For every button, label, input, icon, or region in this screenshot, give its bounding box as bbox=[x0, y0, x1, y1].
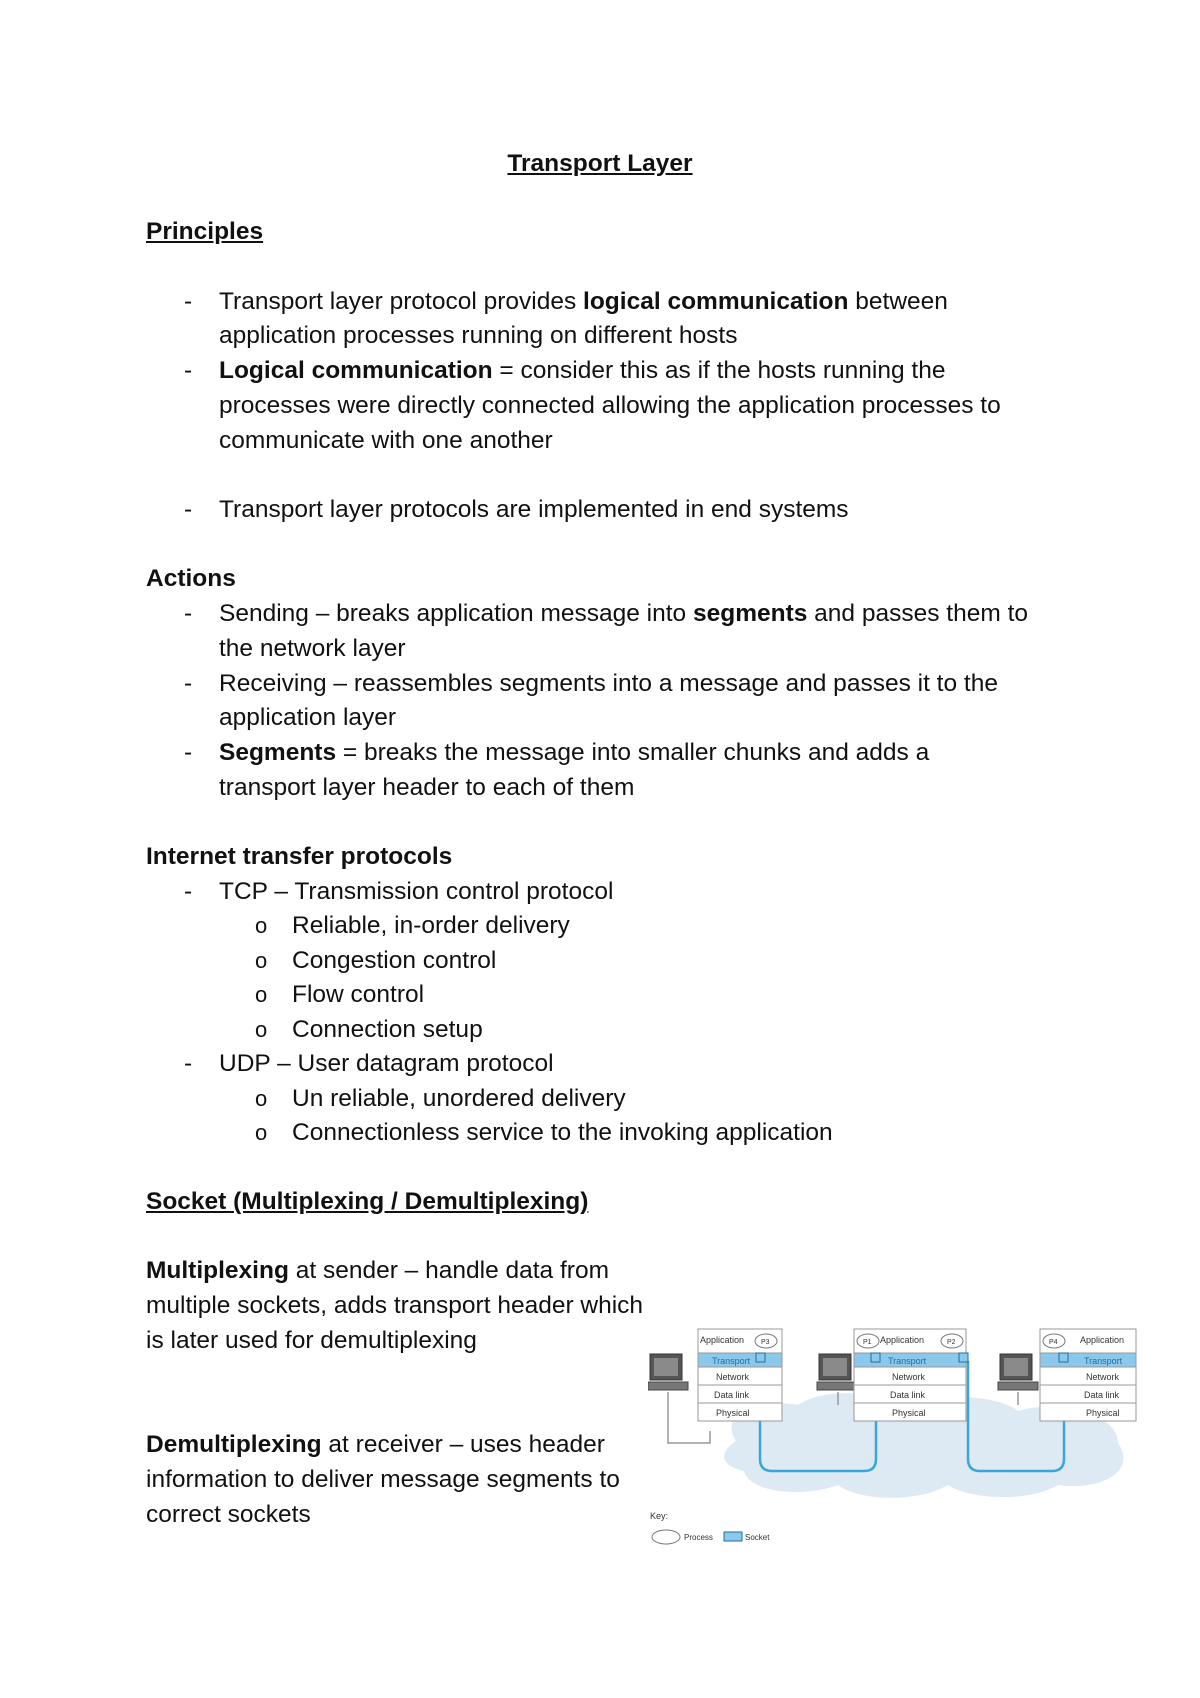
layer-label: Application bbox=[880, 1335, 925, 1345]
actions-b3-line2: transport layer header to each of them bbox=[219, 774, 635, 801]
key-label: Key: bbox=[650, 1511, 669, 1521]
actions-b2-line1: Receiving – reassembles segments into a message and passes it to the bbox=[219, 670, 998, 697]
tcp-label: TCP – Transmission control protocol bbox=[219, 878, 614, 905]
bullet-dash: - bbox=[184, 739, 193, 766]
circle-bullet-icon: o bbox=[255, 913, 268, 938]
layer-label: Application bbox=[700, 1335, 745, 1345]
bullet-dash: - bbox=[184, 600, 193, 627]
multiplexing-paragraph: Multiplexing at sender – handle data from multiple sockets, adds transport header which is later used for demultiplexing bbox=[146, 1257, 644, 1354]
principles-b2-line1: Logical communication = consider this as if the hosts running the bbox=[219, 357, 946, 384]
actions-b1-line2: the network layer bbox=[219, 635, 406, 662]
bullet-dash: - bbox=[184, 670, 193, 697]
bullet-dash: - bbox=[184, 878, 193, 905]
key-socket-label: Socket bbox=[745, 1533, 770, 1542]
circle-bullet-icon: o bbox=[255, 1120, 268, 1145]
layer-label: Network bbox=[892, 1372, 926, 1382]
layer-label: Data link bbox=[1084, 1390, 1120, 1400]
socket-icon bbox=[959, 1353, 968, 1362]
socket-icon bbox=[1059, 1353, 1068, 1362]
process-key-icon bbox=[652, 1530, 680, 1544]
diagram-key bbox=[650, 1511, 770, 1544]
protocol-stack-1 bbox=[698, 1329, 782, 1421]
actions-b2-line2: application layer bbox=[219, 704, 397, 731]
bullet-dash: - bbox=[184, 1050, 193, 1077]
principles-b2-line3: communicate with one another bbox=[219, 427, 553, 454]
bullet-dash: - bbox=[184, 357, 193, 384]
principles-b1-line2: application processes running on different hosts bbox=[219, 322, 738, 349]
layer-label: Transport bbox=[712, 1356, 751, 1366]
layer-label: Transport bbox=[1084, 1356, 1123, 1366]
protocols-heading: Internet transfer protocols bbox=[146, 843, 453, 870]
udp-item: Connectionless service to the invoking application bbox=[292, 1119, 833, 1146]
layer-label: Physical bbox=[716, 1408, 750, 1418]
principles-b1-line1: Transport layer protocol provides logical communication between bbox=[219, 288, 948, 315]
circle-bullet-icon: o bbox=[255, 982, 268, 1007]
layer-label: Data link bbox=[714, 1390, 750, 1400]
socket-key-icon bbox=[724, 1532, 742, 1541]
layer-label: Network bbox=[716, 1372, 750, 1382]
layer-label: Network bbox=[1086, 1372, 1120, 1382]
layer-label: Application bbox=[1080, 1335, 1125, 1345]
bullet-dash: - bbox=[184, 288, 193, 315]
layer-label: Transport bbox=[888, 1356, 927, 1366]
protocol-stack-2 bbox=[854, 1329, 968, 1421]
page-title: Transport Layer bbox=[507, 150, 693, 177]
layer-label: Data link bbox=[890, 1390, 926, 1400]
socket-heading: Socket (Multiplexing / Demultiplexing) bbox=[146, 1188, 589, 1215]
layer-label: Physical bbox=[892, 1408, 926, 1418]
udp-item: Un reliable, unordered delivery bbox=[292, 1085, 626, 1112]
circle-bullet-icon: o bbox=[255, 1017, 268, 1042]
process-label: P2 bbox=[947, 1339, 956, 1346]
computer-icon bbox=[648, 1354, 688, 1390]
actions-heading: Actions bbox=[146, 565, 236, 592]
udp-label: UDP – User datagram protocol bbox=[219, 1050, 554, 1077]
key-process-label: Process bbox=[684, 1533, 713, 1542]
principles-b2-line2: processes were directly connected allowing the application processes to bbox=[219, 392, 1001, 419]
actions-b1-line1: Sending – breaks application message into segments and passes them to bbox=[219, 600, 1029, 627]
demultiplexing-paragraph: Demultiplexing at receiver – uses header information to deliver message segments to correct sockets bbox=[146, 1431, 620, 1528]
socket-icon bbox=[871, 1353, 880, 1362]
tcp-item: Flow control bbox=[292, 981, 425, 1008]
process-label: P1 bbox=[863, 1339, 872, 1346]
computer-icon bbox=[817, 1354, 857, 1390]
bullet-dash: - bbox=[184, 496, 193, 523]
layer-label: Physical bbox=[1086, 1408, 1120, 1418]
circle-bullet-icon: o bbox=[255, 948, 268, 973]
tcp-item: Congestion control bbox=[292, 947, 497, 974]
principles-heading: Principles bbox=[146, 218, 264, 245]
socket-icon bbox=[756, 1353, 765, 1362]
tcp-item: Reliable, in-order delivery bbox=[292, 912, 570, 939]
actions-b3-line1: Segments = breaks the message into smaller chunks and adds a bbox=[219, 739, 930, 766]
tcp-item: Connection setup bbox=[292, 1016, 483, 1043]
principles-b3: Transport layer protocols are implemented in end systems bbox=[219, 496, 849, 523]
process-label: P4 bbox=[1049, 1339, 1058, 1346]
computer-icon bbox=[998, 1354, 1038, 1390]
protocol-stack-3 bbox=[1040, 1329, 1136, 1421]
process-label: P3 bbox=[761, 1339, 770, 1346]
mux-demux-diagram bbox=[648, 1313, 1150, 1553]
circle-bullet-icon: o bbox=[255, 1086, 268, 1111]
